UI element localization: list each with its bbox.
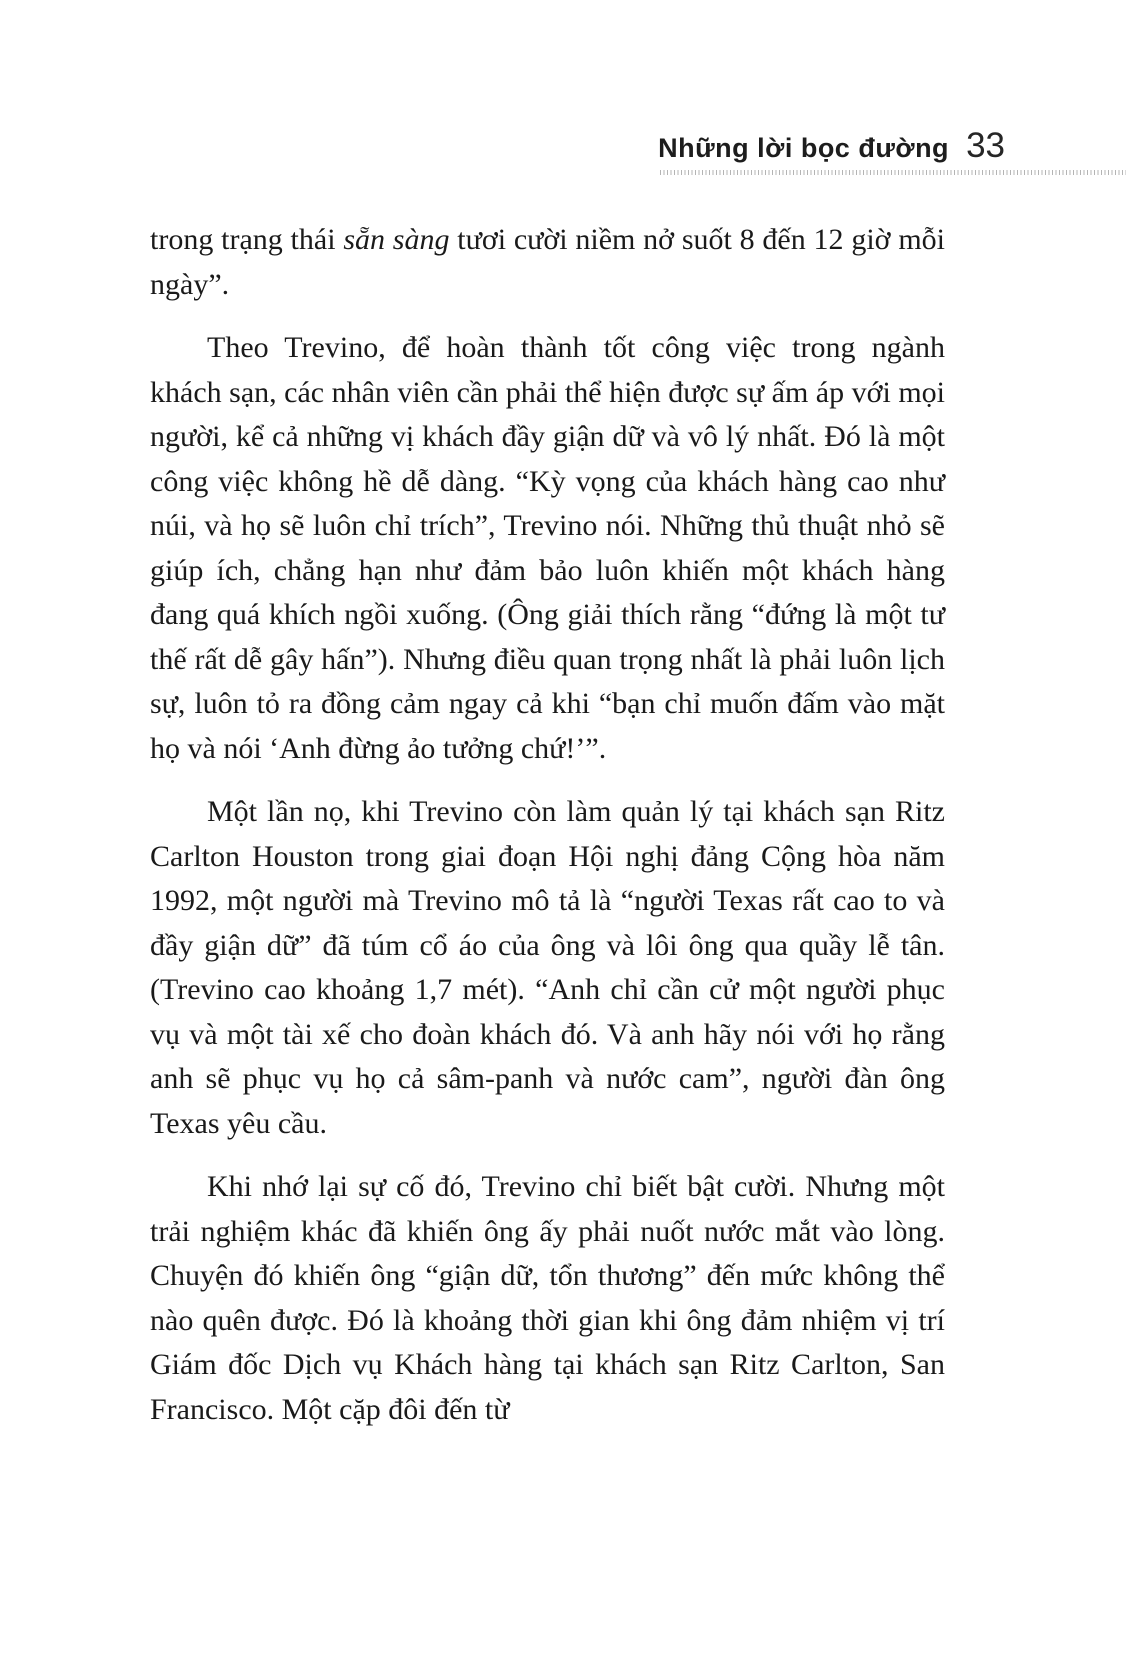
text-run: tươi cười niềm nở suốt 8 đến 12 giờ mỗi ngày”. xyxy=(150,223,945,301)
paragraph xyxy=(150,218,945,307)
text-run: Khi nhớ lại sự cố đó, Trevino chỉ biết bật cười. Nhưng một trải nghiệm khác đã khiến ông ấy phải nuốt nước mắt vào lòng. Chuyện đó khiến ông “giận dữ, tổn thương” đến mức không thể nào quên được. Đó là khoảng thời gian khi ông đảm nhiệm vị trí Giám đốc Dịch vụ Khách hàng tại khách sạn Ritz Carlton, San Francisco. Một cặp đôi đến từ xyxy=(150,1170,945,1426)
page-number: 33 xyxy=(966,126,1005,165)
italic-text: sẵn sàng xyxy=(343,223,450,256)
text-run: Theo Trevino, để hoàn thành tốt công việc trong ngành khách sạn, các nhân viên cần phải thể hiện được sự ấm áp với mọi người, kể cả những vị khách đầy giận dữ và vô lý nhất. Đó là một công việc không hề dễ dàng. “Kỳ vọng của khách hàng cao như núi, và họ sẽ luôn chỉ trích”, Trevino nói. Những thủ thuật nhỏ sẽ giúp ích, chẳng hạn như đảm bảo luôn khiến một khách hàng đang quá khích ngồi xuống. (Ông giải thích rằng “đứng là một tư thế rất dễ gây hấn”). Nhưng điều quan trọng nhất là phải luôn lịch sự, luôn tỏ ra đồng cảm ngay cả khi “bạn chỉ muốn đấm vào mặt họ và nói ‘Anh đừng ảo tưởng chứ!’”. xyxy=(150,331,945,765)
text-run: trong trạng thái xyxy=(150,223,344,256)
paragraph xyxy=(150,790,945,1146)
header-rule-divider xyxy=(660,170,1126,175)
running-header-title: Những lời bọc đường xyxy=(658,133,950,163)
running-header-row xyxy=(0,126,1126,166)
text-run: Một lần nọ, khi Trevino còn làm quản lý tại khách sạn Ritz Carlton Houston trong giai đoạn Hội nghị đảng Cộng hòa năm 1992, một người mà Trevino mô tả là “người Texas rất cao to và đầy giận dữ” đã túm cổ áo của ông và lôi ông qua quầy lễ tân. (Trevino cao khoảng 1,7 mét). “Anh chỉ cần cử một người phục vụ và một tài xế cho đoàn khách đó. Và anh hãy nói với họ rằng anh sẽ phục vụ họ cả sâm-panh và nước cam”, người đàn ông Texas yêu cầu. xyxy=(150,795,945,1140)
page-header xyxy=(0,126,1126,178)
paragraph xyxy=(150,1165,945,1432)
paragraph xyxy=(150,326,945,771)
body-text xyxy=(150,218,945,1432)
